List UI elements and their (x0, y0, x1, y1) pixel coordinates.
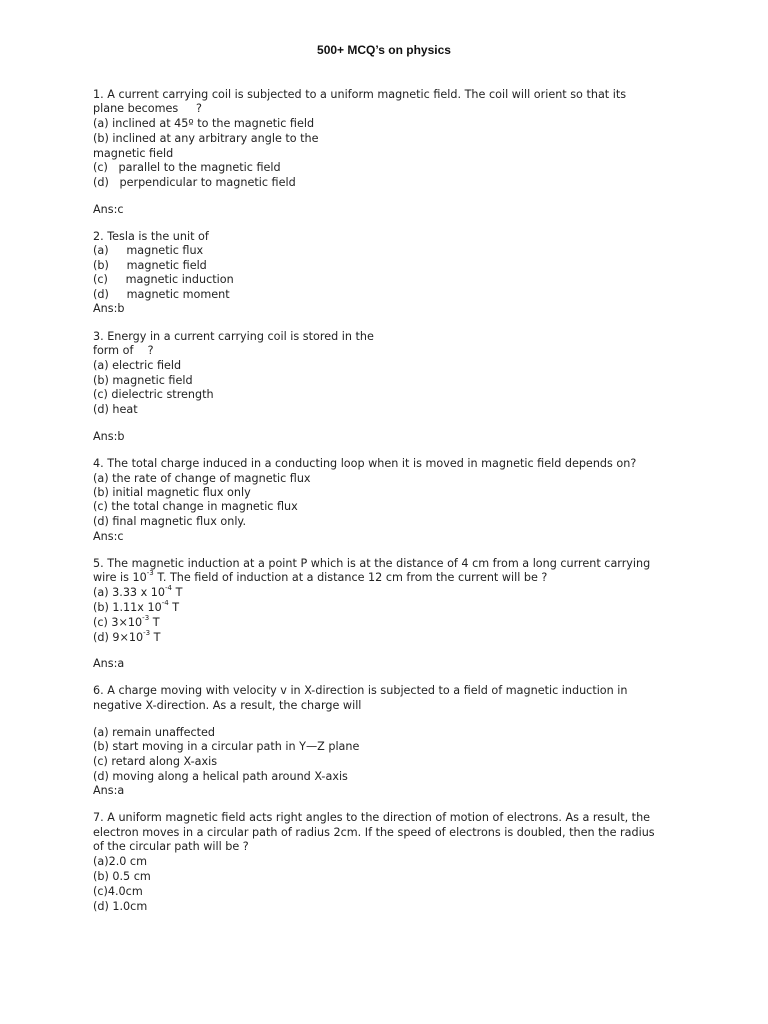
q5-option-c-post: T (149, 616, 160, 629)
q2-option-c: (c) magnetic induction (93, 273, 234, 286)
q3-option-b: (b) magnetic field (93, 374, 193, 387)
q3-option-a: (a) electric field (93, 359, 182, 372)
q2-option-d: (d) magnetic moment (93, 288, 230, 301)
q5-stem-line1: 5. The magnetic induction at a point P which is at the distance of 4 cm from a long current carrying (93, 557, 651, 570)
q5-option-a-post: T (172, 586, 183, 599)
q3-answer: Ans:b (93, 430, 125, 443)
q4-option-d: (d) final magnetic flux only. (93, 515, 247, 528)
q3-option-c: (c) dielectric strength (93, 388, 214, 401)
q1-option-c: (c) parallel to the magnetic field (93, 161, 281, 174)
q6-option-b: (b) start moving in a circular path in Y—Z plane (93, 740, 360, 753)
q5-option-b-exponent: -4 (161, 599, 169, 608)
q1-option-a: (a) inclined at 45º to the magnetic field (93, 117, 315, 130)
q5-stem-exponent: -3 (146, 569, 154, 578)
q7-stem-line2: electron moves in a circular path of radius 2cm. If the speed of electrons is doubled, then the radius (93, 826, 655, 839)
q5-option-c-pre: (c) 3×10 (93, 616, 143, 629)
q6-option-a: (a) remain unaffected (93, 726, 216, 739)
q1-option-d: (d) perpendicular to magnetic field (93, 176, 296, 189)
q4-option-a: (a) the rate of change of magnetic flux (93, 472, 311, 485)
q1-stem-line1: 1. A current carrying coil is subjected to a uniform magnetic field. The coil will orient so that its (93, 88, 627, 101)
q2-option-b: (b) magnetic field (93, 259, 207, 272)
q5-option-c-exponent: -3 (142, 614, 150, 623)
q7-stem-line3: of the circular path will be ? (93, 840, 249, 853)
q4-option-c: (c) the total change in magnetic flux (93, 500, 298, 513)
q7-option-b: (b) 0.5 cm (93, 870, 151, 883)
q5-option-a-pre: (a) 3.33 x 10 (93, 586, 166, 599)
q5-option-d (93, 631, 161, 645)
q5-stem-line2-post: T. The field of induction at a distance 12 cm from the current will be ? (153, 571, 548, 584)
q7-stem-line1: 7. A uniform magnetic field acts right angles to the direction of motion of electrons. As a result, the (93, 811, 651, 824)
q5-option-c (93, 616, 160, 630)
q6-stem-line1: 6. A charge moving with velocity v in X-direction is subjected to a field of magnetic induction in (93, 684, 628, 697)
q5-option-d-post: T (150, 631, 161, 644)
q6-option-c: (c) retard along X-axis (93, 755, 218, 768)
q2-option-a: (a) magnetic flux (93, 244, 204, 257)
q5-option-b (93, 601, 179, 615)
q1-answer: Ans:c (93, 203, 124, 216)
q5-option-b-pre: (b) 1.11x 10 (93, 601, 162, 614)
q5-answer: Ans:a (93, 657, 125, 670)
q2-stem-line1: 2. Tesla is the unit of (93, 230, 209, 243)
q5-option-b-post: T (168, 601, 180, 614)
page-title: 500+ MCQ’s on physics (317, 43, 451, 57)
q6-answer: Ans:a (93, 784, 125, 797)
q3-stem-line2: form of ? (93, 344, 154, 357)
q5-option-d-exponent: -3 (143, 629, 151, 638)
q3-option-d: (d) heat (93, 403, 138, 416)
q6-stem-line2: negative X-direction. As a result, the charge will (93, 699, 362, 712)
q5-option-a-exponent: -4 (165, 584, 173, 593)
q1-stem-line2: plane becomes ? (93, 102, 202, 115)
q3-stem-line1: 3. Energy in a current carrying coil is stored in the (93, 330, 374, 343)
q7-option-a: (a)2.0 cm (93, 855, 147, 868)
q5-stem-line2-pre: wire is 10 (93, 571, 147, 584)
q4-stem-line1: 4. The total charge induced in a conducting loop when it is moved in magnetic field depends on? (93, 457, 637, 470)
q5-stem-line2 (93, 571, 547, 585)
q5-option-a (93, 586, 182, 600)
q4-option-b: (b) initial magnetic flux only (93, 486, 251, 499)
q1-option-b-line1: (b) inclined at any arbitrary angle to the (93, 132, 319, 145)
q7-option-c: (c)4.0cm (93, 885, 143, 898)
q2-answer: Ans:b (93, 302, 125, 315)
q5-option-d-pre: (d) 9×10 (93, 631, 144, 644)
q6-option-d: (d) moving along a helical path around X-axis (93, 770, 348, 783)
q1-option-b-line2: magnetic field (93, 147, 174, 160)
q4-answer: Ans:c (93, 530, 124, 543)
q7-option-d: (d) 1.0cm (93, 900, 148, 913)
